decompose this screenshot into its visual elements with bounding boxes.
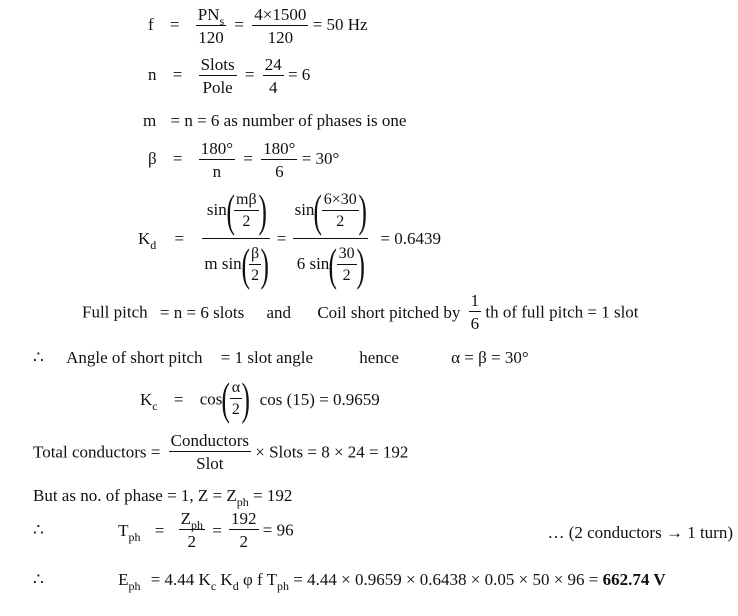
sub: s [219, 14, 225, 28]
text-b: = 1 slot angle [220, 348, 313, 367]
text-d: Coil short pitched by [317, 302, 461, 322]
num: α [230, 380, 242, 399]
eq-kd: $K_d$ = sin( $\frac{m\beta}{2}$ ) m sin( $\frac{\beta}{2}$ ) = sin( $\frac{6\times 30}{2}$ ) 6 sin( $\frac{30}{2}$ ) = 0.6439 [138, 185, 441, 290]
eq-eph [33, 570, 666, 593]
text: = n = 6 as number of phases is one [170, 111, 407, 130]
lhs: E [118, 570, 129, 589]
therefore-symbol: ∴ [33, 348, 44, 367]
fraction [261, 140, 297, 180]
sub: c [152, 398, 158, 413]
num: 192 [231, 509, 257, 528]
text-b: = n = 6 slots [159, 302, 245, 322]
sixsin: 6 sin [296, 253, 330, 273]
result: cos (15) = 0.9659 [259, 389, 380, 409]
den: 2 [342, 267, 351, 284]
sub: ph [128, 529, 141, 544]
equals: = [172, 148, 183, 168]
sub: ph [236, 495, 249, 509]
num: 24 [264, 55, 282, 74]
cos: cos [199, 389, 223, 409]
den: 2 [251, 267, 260, 284]
num: 180° [263, 139, 296, 158]
lhs: K [138, 228, 151, 248]
text-c: φ f T [238, 570, 278, 589]
fraction [322, 192, 359, 230]
phase-line [33, 486, 293, 509]
num: 4×1500 [254, 5, 307, 24]
num: Z [180, 509, 191, 528]
num: 30 [337, 246, 357, 265]
den: 6 [275, 162, 284, 181]
eq-f: f = $\frac{PN_s}{120}$ = $\frac{4\times 1500}{120}$ = 50 Hz [148, 5, 368, 47]
num: 6×30 [322, 192, 359, 211]
text-d: α = β = 30° [451, 348, 529, 367]
text-a: But as no. of phase = 1, Z = Z [33, 486, 237, 505]
equals: = [173, 389, 184, 409]
text-a: = 4.44 K [150, 570, 211, 589]
sin: sin [206, 199, 227, 219]
text-c: hence [359, 348, 399, 367]
num: PN [197, 5, 220, 24]
num: mβ [234, 192, 259, 211]
sub-b: d [232, 579, 239, 593]
sub-c: ph [277, 579, 290, 593]
eq-m [143, 112, 406, 129]
text-a: Total conductors = [33, 442, 161, 462]
lhs: m [143, 111, 157, 130]
lhs: K [140, 389, 153, 409]
text-b: × Slots = 8 × 24 = 192 [255, 442, 409, 462]
lhs: β [148, 148, 157, 168]
fraction [196, 6, 226, 46]
msin: m sin [204, 253, 242, 273]
sub: ph [190, 518, 203, 532]
kd-fraction-1: sin( $\frac{m\beta}{2}$ ) m sin( $\frac{\beta}{2}$ ) [204, 185, 270, 290]
text-a: Full pitch [82, 302, 148, 322]
den: 2 [239, 532, 249, 551]
num: 180° [200, 139, 234, 158]
fraction [169, 432, 251, 472]
result: = 96 [262, 520, 294, 540]
num: 1 [470, 291, 480, 310]
fraction [199, 56, 237, 96]
den: 120 [198, 28, 224, 47]
lhs: n [148, 64, 157, 84]
num: Slots [200, 55, 235, 74]
equals: = [172, 64, 183, 84]
full-pitch-line [82, 292, 639, 332]
den: 6 [470, 314, 480, 333]
equals: = [169, 14, 180, 34]
sub-a: c [210, 579, 217, 593]
fraction [199, 140, 235, 180]
eq-n: n = $\frac{\text{Slots}}{\text{Pole}}$ = $\frac{24}{4}$ = 6 [148, 55, 311, 97]
fraction [179, 510, 205, 550]
therefore-symbol: ∴ [33, 520, 44, 540]
sub: d [150, 237, 157, 252]
sin: sin [294, 199, 315, 219]
sub: ph [128, 579, 141, 593]
text-d: = 4.44 × 0.9659 × 0.6438 × 0.05 × 50 × 96 = [289, 570, 603, 589]
den: 2 [336, 213, 345, 230]
equals: = [154, 520, 165, 540]
eq-kc: $K_c = \cos$( $\frac{\alpha}{2}$ ) cos (15) = 0.9659 [140, 373, 380, 424]
fraction [469, 292, 482, 332]
den: n [212, 162, 222, 181]
fraction [252, 6, 308, 46]
fraction [337, 246, 357, 284]
fraction [229, 510, 259, 550]
den: Pole [202, 78, 233, 97]
result: = 0.6439 [380, 228, 441, 248]
text-b: = 192 [248, 486, 293, 505]
num: β [249, 246, 261, 265]
lhs: T [118, 520, 129, 540]
text-b: K [216, 570, 233, 589]
note: … (2 conductors → 1 turn) [547, 523, 733, 542]
total-conductors [33, 432, 408, 472]
den: 2 [231, 401, 240, 418]
num: Conductors [170, 431, 250, 450]
text-c: and [266, 302, 292, 322]
result: = 50 Hz [312, 14, 368, 34]
den: Slot [196, 454, 224, 473]
fraction [234, 192, 259, 230]
therefore-symbol: ∴ [33, 570, 44, 589]
text-e: th of full pitch = 1 slot [485, 302, 639, 322]
den: 2 [187, 532, 196, 551]
lhs: f [148, 14, 154, 34]
eq-beta: β = $\frac{180^\circ}{n}$ = $\frac{180^\circ}{6}$ = 30° [148, 139, 340, 181]
result: = 6 [287, 64, 311, 84]
result: 662.74 V [602, 570, 666, 589]
text-a: Angle of short pitch [66, 348, 203, 367]
fraction [263, 56, 284, 96]
angle-line [33, 349, 529, 366]
den: 4 [268, 78, 278, 97]
den: 2 [242, 213, 251, 230]
fraction [249, 246, 261, 284]
result: = 30° [301, 148, 340, 168]
equals: = [174, 228, 185, 248]
den: 120 [267, 28, 294, 47]
fraction [230, 380, 242, 418]
kd-fraction-2: sin( $\frac{6\times 30}{2}$ ) 6 sin( $\frac{30}{2}$ ) [294, 185, 367, 290]
eq-tph: ∴ $T_{ph}$ = $\frac{Z_{ph}}{2}$ = $\frac{192}{2}$ = 96 … (2 conductors → 1 turn) [33, 509, 733, 551]
